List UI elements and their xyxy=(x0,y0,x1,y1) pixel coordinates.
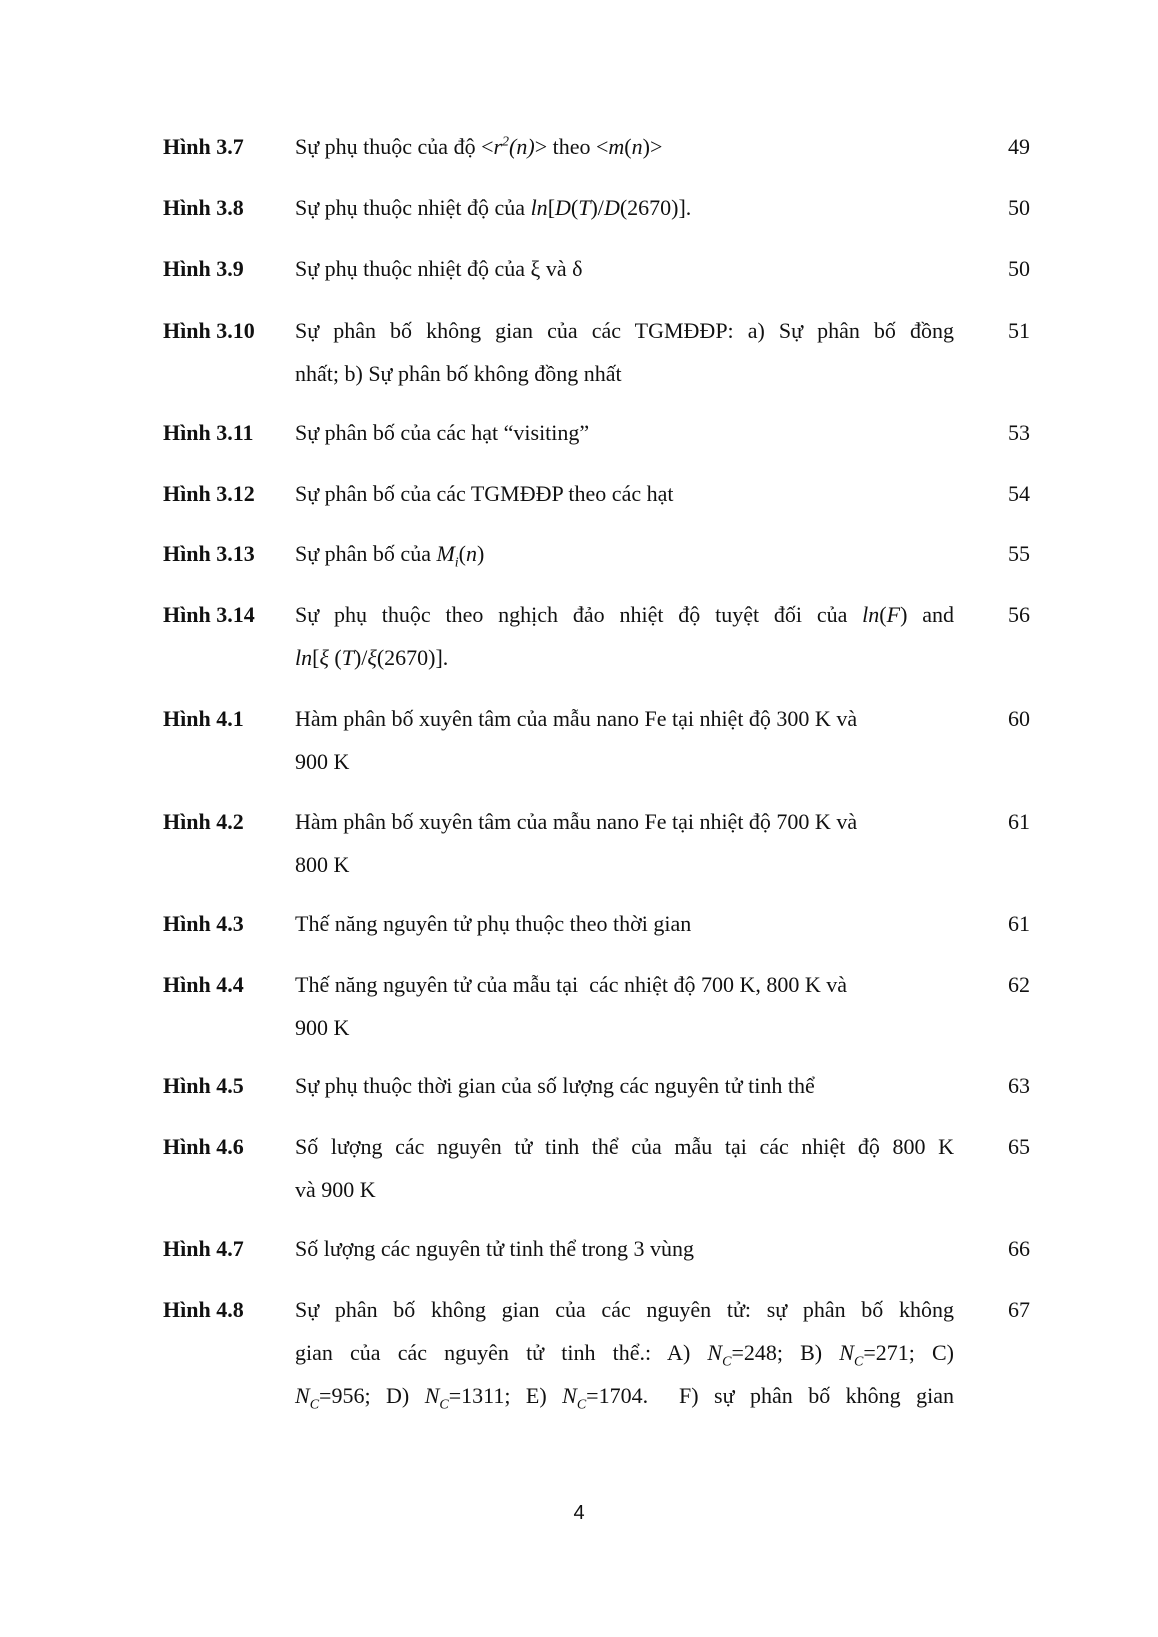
figure-description: Sự phân bố không gian của các nguyên tử: sự phân bố không gian của các nguyên tử tinh thể.: A) $N_C=248$; B) $N_C=271$; C) $N_C=956$; D) $N_C=1311$; E) $N_C=1704$. F) sự phân bố không gian xyxy=(295,1297,955,1413)
page-reference: 67 xyxy=(1008,1297,1030,1322)
figure-label: Hình 4.6 xyxy=(163,1134,244,1159)
figure-label: Hình 4.3 xyxy=(163,911,244,936)
page-reference: 49 xyxy=(1008,134,1030,159)
figure-label: Hình 3.14 xyxy=(163,602,255,627)
page-reference: 61 xyxy=(1008,911,1030,936)
page-reference: 62 xyxy=(1008,972,1030,997)
page-reference: 56 xyxy=(1008,602,1030,627)
figure-description: Sự phân bố của các TGMĐĐP theo các hạt xyxy=(295,481,674,506)
page-reference: 65 xyxy=(1008,1134,1030,1159)
page-reference: 61 xyxy=(1008,809,1030,834)
figure-label: Hình 3.9 xyxy=(163,256,244,281)
page-reference: 51 xyxy=(1008,318,1030,343)
figure-description: Thế năng nguyên tử phụ thuộc theo thời gian xyxy=(295,911,692,936)
figure-label: Hình 3.10 xyxy=(163,318,255,343)
figure-label: Hình 4.1 xyxy=(163,706,244,731)
page-reference: 50 xyxy=(1008,256,1030,281)
figure-label: Hình 3.11 xyxy=(163,420,254,445)
figure-description: Sự phụ thuộc của độ $<r^2(n)>$ theo <m(n)> xyxy=(295,134,663,159)
figure-label: Hình 4.8 xyxy=(163,1297,244,1322)
page-reference: 63 xyxy=(1008,1073,1030,1098)
page-reference: 60 xyxy=(1008,706,1030,731)
figure-description: Sự phụ thuộc theo nghịch đảo nhiệt độ tuyệt đối của ln(F) and ln[ξ (T)/ξ(2670)]. xyxy=(295,602,954,670)
figure-description: Hàm phân bố xuyên tâm của mẫu nano Fe tại nhiệt độ 700 K và 800 K xyxy=(295,809,858,877)
figure-description: Sự phụ thuộc nhiệt độ của ln[D(T)/D(2670)]. xyxy=(295,195,692,220)
page-reference: 54 xyxy=(1008,481,1030,506)
figure-description: Sự phân bố không gian của các TGMĐĐP: a) Sự phân bố đồng nhất; b) Sự phân bố không đồng nhất xyxy=(295,318,954,386)
figure-label: Hình 4.5 xyxy=(163,1073,244,1098)
figure-description: Sự phân bố của các hạt “visiting” xyxy=(295,420,590,445)
figure-description: Số lượng các nguyên tử tinh thể trong 3 vùng xyxy=(295,1236,695,1261)
figure-label: Hình 4.4 xyxy=(163,972,244,997)
figure-label: Hình 3.8 xyxy=(163,195,244,220)
page-reference: 50 xyxy=(1008,195,1030,220)
figure-label: Hình 4.7 xyxy=(163,1236,244,1261)
figure-description: Số lượng các nguyên tử tinh thể của mẫu tại các nhiệt độ 800 K và 900 K xyxy=(295,1134,954,1202)
figure-label: Hình 3.7 xyxy=(163,134,244,159)
figure-description: Sự phân bố của $M_i(n)$ xyxy=(295,541,485,571)
page-reference: 66 xyxy=(1008,1236,1030,1261)
figure-description: Thế năng nguyên tử của mẫu tại các nhiệt độ 700 K, 800 K và 900 K xyxy=(295,972,847,1040)
figure-label: Hình 3.13 xyxy=(163,541,255,566)
page-reference: 53 xyxy=(1008,420,1030,445)
figure-description: Hàm phân bố xuyên tâm của mẫu nano Fe tại nhiệt độ 300 K và 900 K xyxy=(295,706,858,774)
figure-description: Sự phụ thuộc nhiệt độ của ξ và δ xyxy=(295,256,583,281)
figure-label: Hình 3.12 xyxy=(163,481,255,506)
figure-description: Sự phụ thuộc thời gian của số lượng các nguyên tử tinh thể xyxy=(295,1073,815,1098)
page-number: 4 xyxy=(573,1502,585,1524)
page-reference: 55 xyxy=(1008,541,1030,566)
figure-label: Hình 4.2 xyxy=(163,809,244,834)
